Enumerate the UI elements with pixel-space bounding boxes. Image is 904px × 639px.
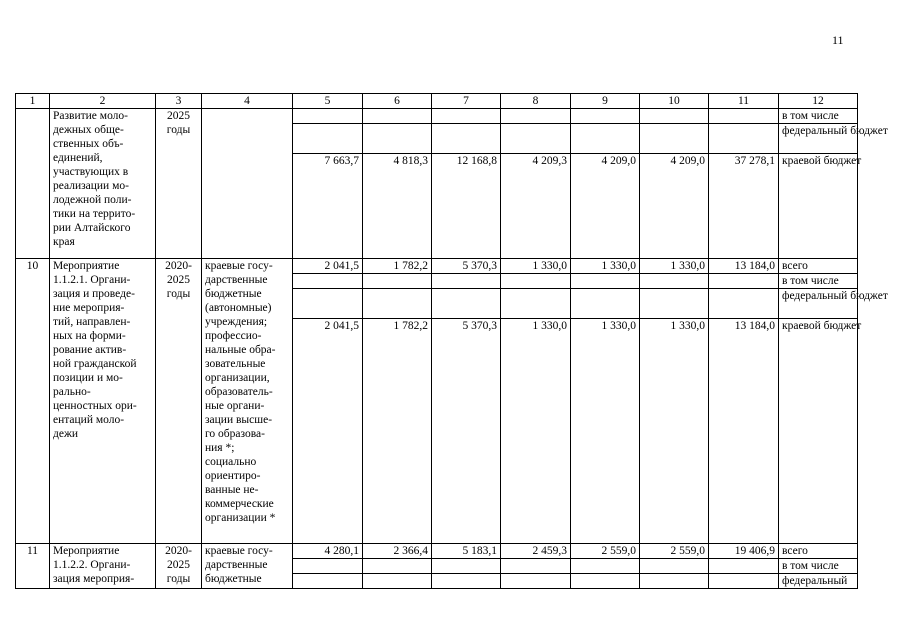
cell-line: края: [53, 236, 75, 248]
table-row: [16, 259, 858, 274]
funding-source: краевой бюджет: [779, 154, 858, 259]
cell-line: ственных объ-: [53, 138, 124, 150]
column-header: 6: [363, 94, 432, 109]
amount-cell: 1 330,0: [501, 319, 571, 544]
amount-cell: 4 209,3: [501, 154, 571, 259]
amount-cell: [363, 574, 432, 589]
cell-line: годы: [166, 288, 191, 300]
amount-cell: [709, 289, 779, 319]
amount-cell: 1 782,2: [363, 259, 432, 274]
amount-cell: [293, 124, 363, 154]
header-row: [16, 94, 858, 109]
row-number: [16, 109, 50, 259]
amount-cell: [432, 559, 501, 574]
amount-cell: 19 406,9: [709, 544, 779, 559]
cell-line: рование актив-: [53, 344, 127, 356]
amount-cell: 13 184,0: [709, 259, 779, 274]
amount-cell: [363, 109, 432, 124]
cell-line: коммерческие: [205, 498, 274, 510]
cell-line: 1.1.2.2. Органи-: [53, 559, 131, 571]
cell-line: ной гражданской: [53, 358, 137, 370]
table-row: [16, 109, 858, 124]
amount-cell: [640, 574, 709, 589]
column-header: 9: [571, 94, 640, 109]
cell-line: 2025: [167, 274, 190, 286]
funding-source: всего: [779, 259, 858, 274]
cell-line: бюджетные: [205, 573, 262, 585]
cell-line: участвующих в: [53, 166, 129, 178]
amount-cell: 1 330,0: [501, 259, 571, 274]
budget-table: [15, 93, 888, 589]
cell-line: тики на террито-: [53, 208, 136, 220]
amount-cell: 2 041,5: [293, 319, 363, 544]
amount-cell: [709, 109, 779, 124]
amount-cell: [293, 289, 363, 319]
column-header: 12: [779, 94, 858, 109]
cell-line: дежных обще-: [53, 124, 124, 136]
cell-line: единений,: [53, 152, 103, 164]
measure-name: [50, 259, 156, 544]
funding-source: федеральный: [779, 574, 858, 589]
cell-line: ориентиро-: [205, 470, 261, 482]
amount-cell: 2 559,0: [640, 544, 709, 559]
cell-line: образователь-: [205, 386, 273, 398]
amount-cell: [709, 124, 779, 154]
cell-line: 2025: [167, 559, 190, 571]
cell-line: рально-: [53, 386, 91, 398]
amount-cell: [363, 289, 432, 319]
amount-cell: 5 183,1: [432, 544, 501, 559]
amount-cell: [571, 124, 640, 154]
amount-cell: 5 370,3: [432, 319, 501, 544]
cell-line: дарственные: [205, 274, 268, 286]
amount-cell: 12 168,8: [432, 154, 501, 259]
cell-line: го образова-: [205, 428, 265, 440]
cell-line: зация мероприя-: [53, 573, 135, 585]
funding-source: федеральный бюджет: [779, 124, 858, 154]
amount-cell: [640, 124, 709, 154]
cell-line: краевые госу-: [205, 260, 273, 272]
cell-line: бюджетные: [205, 288, 262, 300]
amount-cell: 1 330,0: [640, 319, 709, 544]
cell-line: нальные обра-: [205, 344, 276, 356]
amount-cell: [501, 574, 571, 589]
cell-line: рии Алтайского: [53, 222, 131, 234]
executor: [202, 259, 293, 544]
funding-source: краевой бюджет: [779, 319, 858, 544]
column-header: 11: [709, 94, 779, 109]
amount-cell: [640, 109, 709, 124]
period: [156, 109, 202, 259]
amount-cell: [432, 289, 501, 319]
amount-cell: [709, 574, 779, 589]
amount-cell: [363, 124, 432, 154]
cell-line: организации *: [205, 512, 276, 524]
period: [156, 259, 202, 544]
cell-line: 2025: [167, 110, 190, 122]
cell-line: позиции и мо-: [53, 372, 123, 384]
column-header: 7: [432, 94, 501, 109]
amount-cell: [363, 274, 432, 289]
column-header: 2: [50, 94, 156, 109]
amount-cell: [501, 289, 571, 319]
funding-source: в том числе: [779, 559, 858, 574]
amount-cell: 1 330,0: [571, 259, 640, 274]
amount-cell: [501, 124, 571, 154]
cell-line: дежи: [53, 428, 79, 440]
amount-cell: [571, 559, 640, 574]
amount-cell: [432, 109, 501, 124]
period: [156, 544, 202, 589]
amount-cell: 4 209,0: [571, 154, 640, 259]
measure-name: [50, 544, 156, 589]
amount-cell: [501, 274, 571, 289]
amount-cell: [640, 274, 709, 289]
funding-source: в том числе: [779, 274, 858, 289]
cell-line: реализации мо-: [53, 180, 129, 192]
cell-line: зация и проведе-: [53, 288, 135, 300]
amount-cell: [640, 559, 709, 574]
amount-cell: [501, 109, 571, 124]
amount-cell: 4 280,1: [293, 544, 363, 559]
amount-cell: [571, 274, 640, 289]
cell-line: Развитие моло-: [53, 110, 128, 122]
amount-cell: [432, 574, 501, 589]
cell-line: 1.1.2.1. Органи-: [53, 274, 131, 286]
cell-line: зовательные: [205, 358, 266, 370]
cell-line: ных на форми-: [53, 330, 126, 342]
cell-line: (автономные): [205, 302, 272, 314]
amount-cell: [363, 559, 432, 574]
row-number: 10: [16, 259, 50, 544]
funding-source: в том числе: [779, 109, 858, 124]
amount-cell: [571, 289, 640, 319]
amount-cell: 1 330,0: [640, 259, 709, 274]
amount-cell: [432, 124, 501, 154]
table-row: [16, 544, 858, 559]
cell-line: дарственные: [205, 559, 268, 571]
column-header: 1: [16, 94, 50, 109]
column-header: 8: [501, 94, 571, 109]
page-number: 11: [832, 33, 844, 47]
amount-cell: [709, 559, 779, 574]
column-header: 10: [640, 94, 709, 109]
amount-cell: 13 184,0: [709, 319, 779, 544]
executor: [202, 109, 293, 259]
amount-cell: 4 209,0: [640, 154, 709, 259]
amount-cell: 1 330,0: [571, 319, 640, 544]
cell-line: ние мероприя-: [53, 302, 125, 314]
cell-line: Мероприятие: [53, 545, 120, 557]
cell-line: учреждения;: [205, 316, 268, 328]
funding-source: федеральный бюджет: [779, 289, 858, 319]
cell-line: ванные не-: [205, 484, 259, 496]
cell-line: Мероприятие: [53, 260, 120, 272]
row-number: 11: [16, 544, 50, 589]
cell-line: ния *;: [205, 442, 235, 454]
amount-cell: [293, 559, 363, 574]
column-header: 4: [202, 94, 293, 109]
amount-cell: 4 818,3: [363, 154, 432, 259]
amount-cell: [293, 274, 363, 289]
cell-line: краевые госу-: [205, 545, 273, 557]
amount-cell: 2 041,5: [293, 259, 363, 274]
amount-cell: [501, 559, 571, 574]
cell-line: ные органи-: [205, 400, 265, 412]
cell-line: лодежной поли-: [53, 194, 132, 206]
amount-cell: [571, 574, 640, 589]
cell-line: 2020-: [165, 545, 192, 557]
cell-line: ценностных ори-: [53, 400, 137, 412]
funding-source: всего: [779, 544, 858, 559]
amount-cell: [709, 274, 779, 289]
cell-line: годы: [166, 573, 191, 585]
amount-cell: [293, 109, 363, 124]
cell-line: социально: [205, 456, 257, 468]
amount-cell: [640, 289, 709, 319]
amount-cell: 2 559,0: [571, 544, 640, 559]
measure-name: [50, 109, 156, 259]
amount-cell: [293, 574, 363, 589]
amount-cell: 1 782,2: [363, 319, 432, 544]
amount-cell: 37 278,1: [709, 154, 779, 259]
amount-cell: 2 459,3: [501, 544, 571, 559]
cell-line: профессио-: [205, 330, 262, 342]
cell-line: зации высше-: [205, 414, 273, 426]
budget-table-body: [16, 94, 888, 589]
cell-line: организации,: [205, 372, 270, 384]
amount-cell: 5 370,3: [432, 259, 501, 274]
cell-line: тий, направлен-: [53, 316, 131, 328]
amount-cell: 2 366,4: [363, 544, 432, 559]
amount-cell: [571, 109, 640, 124]
cell-line: 2020-: [165, 260, 192, 272]
executor: [202, 544, 293, 589]
cell-line: ентаций моло-: [53, 414, 125, 426]
column-header: 3: [156, 94, 202, 109]
cell-line: годы: [166, 124, 191, 136]
amount-cell: [432, 274, 501, 289]
amount-cell: 7 663,7: [293, 154, 363, 259]
column-header: 5: [293, 94, 363, 109]
